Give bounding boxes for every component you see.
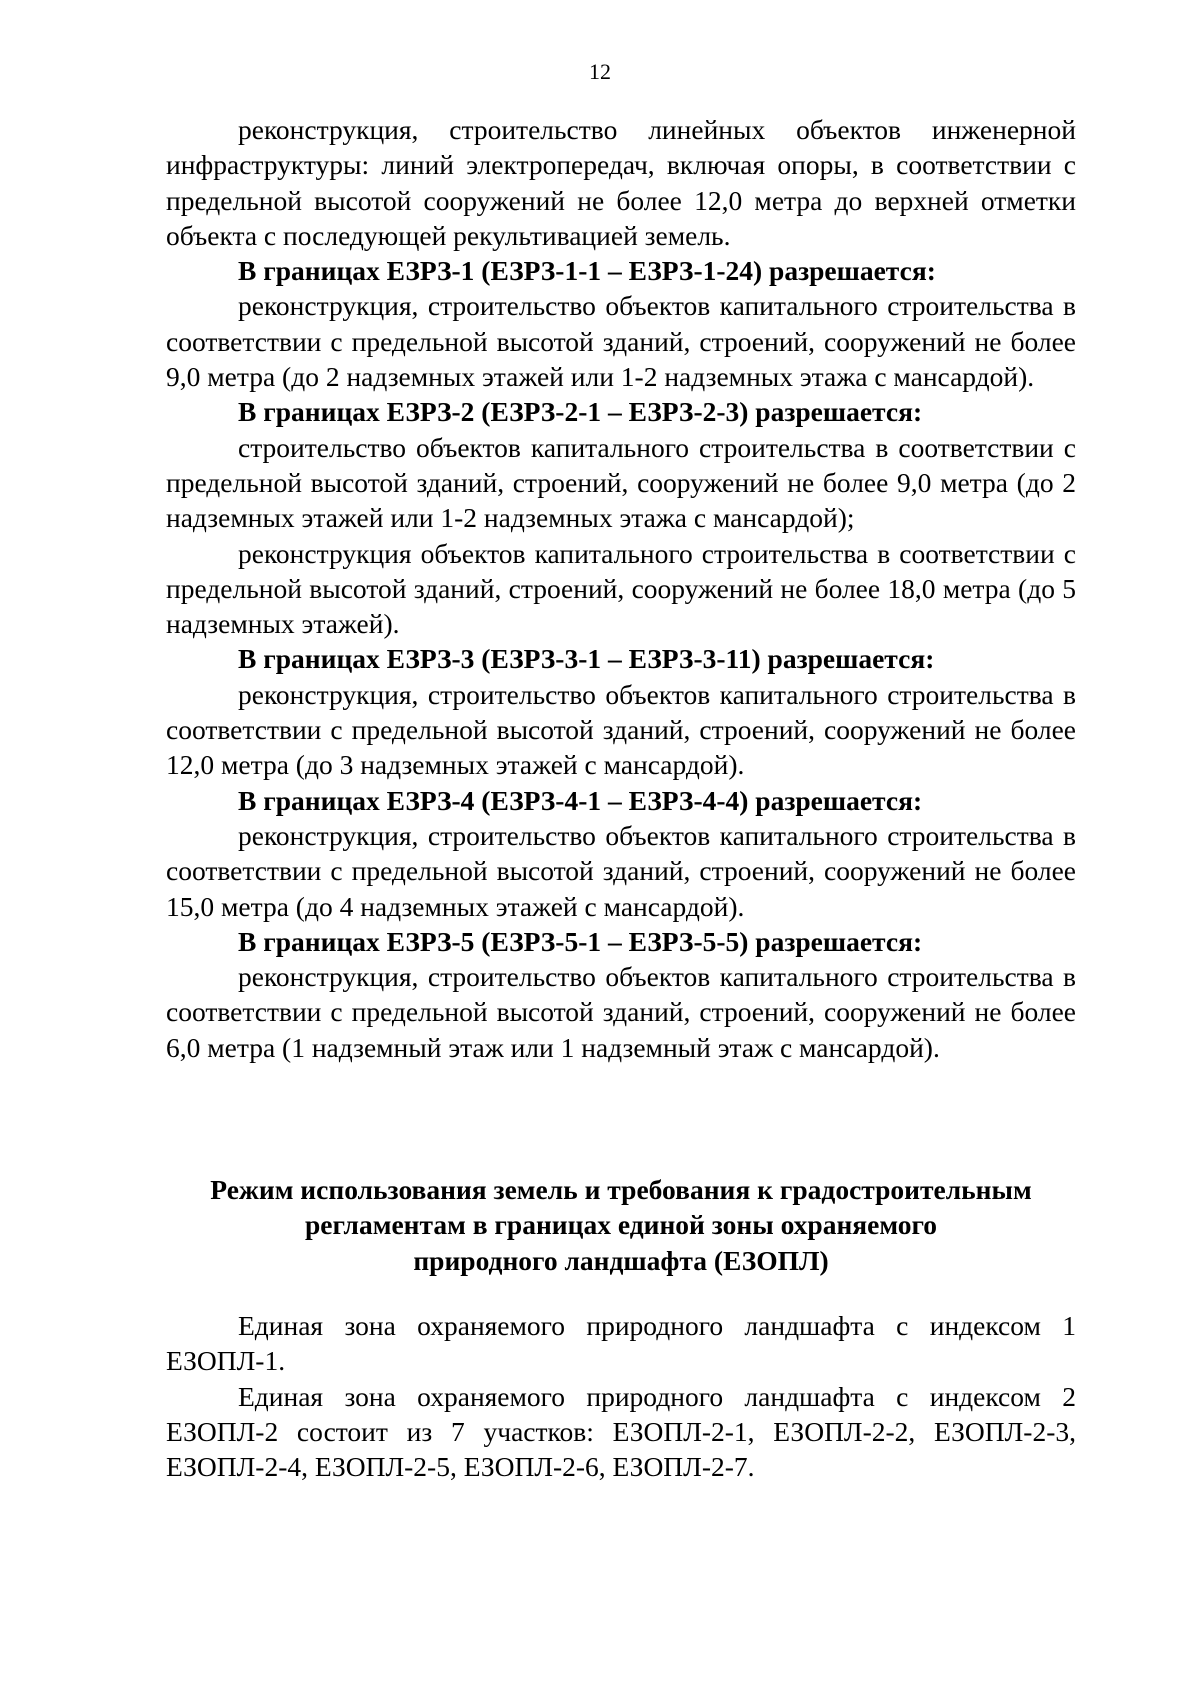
landscape-zones-text (166, 1308, 1076, 1484)
paragraph-ezopl-1: Единая зона охраняемого природного ландшафта с индексом 1 ЕЗОПЛ-1. (166, 1310, 1076, 1377)
section-title (166, 1172, 1076, 1278)
heading-ezrz-4: В границах ЕЗРЗ-4 (ЕЗРЗ-4-1 – ЕЗРЗ-4-4) разрешается: (238, 784, 923, 816)
heading-ezrz-3: В границах ЕЗРЗ-3 (ЕЗРЗ-3-1 – ЕЗРЗ-3-11) разрешается: (238, 643, 935, 675)
paragraph-ezopl-2: Единая зона охраняемого природного ландшафта с индексом 2 ЕЗОПЛ-2 состоит из 7 участков: ЕЗОПЛ-2-1, ЕЗОПЛ-2-2, ЕЗОПЛ-2-3, ЕЗОПЛ-2-4, ЕЗОПЛ-2-5, ЕЗОПЛ-2-6, ЕЗОПЛ-2-7. (166, 1380, 1076, 1483)
section-title-line-2: регламентам в границах единой зоны охраняемого (304, 1209, 938, 1241)
paragraph-ezrz-5: реконструкция, строительство объектов капитального строительства в соответствии с предельной высотой зданий, строений, сооружений не более 6,0 метра (1 надземный этаж или 1 надземный этаж с мансардой). (166, 961, 1076, 1063)
section-title-line-1: Режим использования земель и требования к градостроительным (210, 1174, 1032, 1205)
paragraph-ezrz-2-reconstruction: реконструкция объектов капитального строительства в соответствии с предельной высотой зданий, строений, сооружений не более 18,0 метра (до 5 надземных этажей). (166, 537, 1076, 640)
paragraph-linear-infrastructure: реконструкция, строительство линейных объектов инженерной инфраструктуры: линий электропередач, включая опоры, в соответствии с предельной высотой сооружений не более 12,0 метра до верхней отметки объекта с последующей рекультивацией земель. (166, 114, 1076, 251)
paragraph-ezrz-4: реконструкция, строительство объектов капитального строительства в соответствии с предельной высотой зданий, строений, сооружений не более 15,0 метра (до 4 надземных этажей с мансардой). (166, 819, 1076, 922)
paragraph-ezrz-2-construction: строительство объектов капитального строительства в соответствии с предельной высотой зданий, строений, сооружений не более 9,0 метра (до 2 надземных этажей или 1-2 надземных этажа с мансардой); (166, 431, 1076, 534)
heading-ezrz-2: В границах ЕЗРЗ-2 (ЕЗРЗ-2-1 – ЕЗРЗ-2-3) разрешается: (238, 396, 923, 428)
regulations-text (166, 112, 1076, 1065)
heading-ezrz-1: В границах ЕЗРЗ-1 (ЕЗРЗ-1-1 – ЕЗРЗ-1-24) разрешается: (238, 255, 936, 287)
heading-ezrz-5: В границах ЕЗРЗ-5 (ЕЗРЗ-5-1 – ЕЗРЗ-5-5) разрешается: (238, 925, 923, 957)
paragraph-ezrz-3: реконструкция, строительство объектов капитального строительства в соответствии с предельной высотой зданий, строений, сооружений не более 12,0 метра (до 3 надземных этажей с мансардой). (166, 678, 1076, 781)
page-number: 12 (589, 59, 611, 84)
section-title-line-3: природного ландшафта (ЕЗОПЛ) (413, 1244, 829, 1276)
paragraph-ezrz-1: реконструкция, строительство объектов капитального строительства в соответствии с предельной высотой зданий, строений, сооружений не более 9,0 метра (до 2 надземных этажей или 1-2 надземных этажа с мансардой). (166, 290, 1076, 393)
